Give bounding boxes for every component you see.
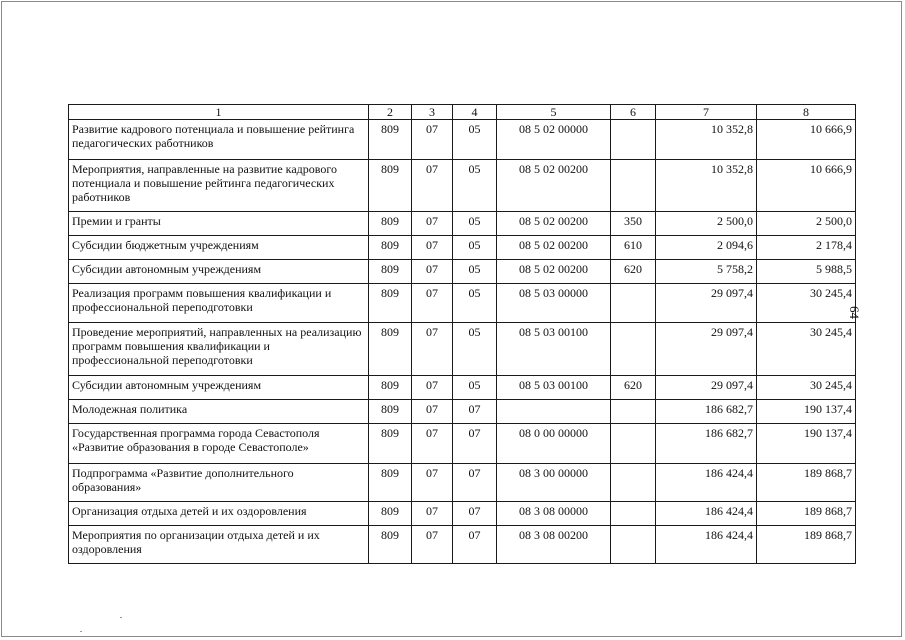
row-target-article: 08 5 03 00100 xyxy=(497,376,611,400)
row-section: 07 xyxy=(412,120,453,160)
column-header-3: 3 xyxy=(412,105,453,120)
row-amount-col7: 5 758,2 xyxy=(656,260,757,284)
row-name: Государственная программа города Севастополя «Развитие образования в городе Севастополе» xyxy=(69,424,369,464)
row-name: Мероприятия, направленные на развитие кадрового потенциала и повышение рейтинга педагогических работников xyxy=(69,160,369,212)
row-expense-type xyxy=(611,160,656,212)
row-section: 07 xyxy=(412,323,453,376)
row-name: Субсидии автономным учреждениям xyxy=(69,260,369,284)
row-name: Организация отдыха детей и их оздоровления xyxy=(69,502,369,526)
column-header-6: 6 xyxy=(611,105,656,120)
row-target-article: 08 5 02 00200 xyxy=(497,260,611,284)
row-subsection: 05 xyxy=(453,120,497,160)
row-target-article: 08 5 03 00000 xyxy=(497,284,611,323)
row-amount-col7: 2 500,0 xyxy=(656,212,757,236)
row-amount-col8: 189 868,7 xyxy=(757,502,856,526)
row-section: 07 xyxy=(412,400,453,424)
table-row xyxy=(69,502,856,526)
scan-speck xyxy=(120,617,122,618)
row-name: Реализация программ повышения квалификации и профессиональной переподготовки xyxy=(69,284,369,323)
table-row xyxy=(69,160,856,212)
row-amount-col7: 29 097,4 xyxy=(656,284,757,323)
row-expense-type xyxy=(611,424,656,464)
row-section: 07 xyxy=(412,284,453,323)
row-name: Мероприятия по организации отдыха детей и их оздоровления xyxy=(69,526,369,564)
row-amount-col8: 30 245,4 xyxy=(757,323,856,376)
row-expense-type: 620 xyxy=(611,376,656,400)
row-amount-col8: 10 666,9 xyxy=(757,120,856,160)
row-department: 809 xyxy=(369,526,412,564)
row-section: 07 xyxy=(412,526,453,564)
table-row xyxy=(69,260,856,284)
column-header-1: 1 xyxy=(69,105,369,120)
row-amount-col8: 10 666,9 xyxy=(757,160,856,212)
row-name: Подпрограмма «Развитие дополнительного образования» xyxy=(69,464,369,502)
table-row xyxy=(69,464,856,502)
row-amount-col8: 189 868,7 xyxy=(757,464,856,502)
row-target-article: 08 3 00 00000 xyxy=(497,464,611,502)
row-department: 809 xyxy=(369,323,412,376)
row-amount-col8: 190 137,4 xyxy=(757,400,856,424)
row-subsection: 07 xyxy=(453,400,497,424)
table-row xyxy=(69,400,856,424)
row-subsection: 05 xyxy=(453,236,497,260)
row-amount-col8: 5 988,5 xyxy=(757,260,856,284)
row-name: Субсидии бюджетным учреждениям xyxy=(69,236,369,260)
column-header-2: 2 xyxy=(369,105,412,120)
row-amount-col7: 186 424,4 xyxy=(656,526,757,564)
row-expense-type xyxy=(611,323,656,376)
row-subsection: 05 xyxy=(453,160,497,212)
row-name: Молодежная политика xyxy=(69,400,369,424)
row-section: 07 xyxy=(412,376,453,400)
row-subsection: 05 xyxy=(453,284,497,323)
row-section: 07 xyxy=(412,424,453,464)
row-subsection: 07 xyxy=(453,502,497,526)
column-header-8: 8 xyxy=(757,105,856,120)
row-amount-col7: 10 352,8 xyxy=(656,120,757,160)
row-department: 809 xyxy=(369,120,412,160)
table-row xyxy=(69,236,856,260)
table-header-row xyxy=(69,105,856,120)
scan-speck xyxy=(80,631,82,632)
row-subsection: 05 xyxy=(453,212,497,236)
row-section: 07 xyxy=(412,236,453,260)
row-subsection: 05 xyxy=(453,323,497,376)
row-department: 809 xyxy=(369,464,412,502)
row-target-article: 08 5 02 00200 xyxy=(497,160,611,212)
row-amount-col8: 189 868,7 xyxy=(757,526,856,564)
row-amount-col7: 10 352,8 xyxy=(656,160,757,212)
row-expense-type xyxy=(611,284,656,323)
row-amount-col7: 29 097,4 xyxy=(656,323,757,376)
row-department: 809 xyxy=(369,502,412,526)
table-row xyxy=(69,284,856,323)
row-amount-col7: 2 094,6 xyxy=(656,236,757,260)
row-expense-type xyxy=(611,502,656,526)
row-expense-type: 350 xyxy=(611,212,656,236)
row-target-article xyxy=(497,400,611,424)
row-section: 07 xyxy=(412,464,453,502)
row-target-article: 08 5 02 00000 xyxy=(497,120,611,160)
row-target-article: 08 3 08 00200 xyxy=(497,526,611,564)
budget-table xyxy=(68,104,856,564)
row-subsection: 05 xyxy=(453,260,497,284)
row-name: Субсидии автономным учреждениям xyxy=(69,376,369,400)
row-department: 809 xyxy=(369,160,412,212)
column-header-4: 4 xyxy=(453,105,497,120)
row-section: 07 xyxy=(412,212,453,236)
row-department: 809 xyxy=(369,424,412,464)
row-department: 809 xyxy=(369,284,412,323)
row-expense-type xyxy=(611,120,656,160)
row-target-article: 08 0 00 00000 xyxy=(497,424,611,464)
row-department: 809 xyxy=(369,236,412,260)
column-header-7: 7 xyxy=(656,105,757,120)
row-department: 809 xyxy=(369,260,412,284)
row-amount-col7: 186 682,7 xyxy=(656,424,757,464)
column-header-5: 5 xyxy=(497,105,611,120)
row-subsection: 07 xyxy=(453,464,497,502)
row-subsection: 07 xyxy=(453,526,497,564)
row-target-article: 08 5 03 00100 xyxy=(497,323,611,376)
row-name: Развитие кадрового потенциала и повышение рейтинга педагогических работников xyxy=(69,120,369,160)
row-target-article: 08 5 02 00200 xyxy=(497,236,611,260)
row-amount-col7: 186 682,7 xyxy=(656,400,757,424)
table-row xyxy=(69,424,856,464)
row-amount-col8: 30 245,4 xyxy=(757,284,856,323)
row-target-article: 08 5 02 00200 xyxy=(497,212,611,236)
row-amount-col7: 186 424,4 xyxy=(656,464,757,502)
row-section: 07 xyxy=(412,260,453,284)
page-number: 64 xyxy=(847,306,862,319)
table-row xyxy=(69,323,856,376)
row-amount-col8: 190 137,4 xyxy=(757,424,856,464)
row-department: 809 xyxy=(369,400,412,424)
row-target-article: 08 3 08 00000 xyxy=(497,502,611,526)
row-expense-type xyxy=(611,400,656,424)
row-amount-col8: 2 500,0 xyxy=(757,212,856,236)
row-amount-col8: 2 178,4 xyxy=(757,236,856,260)
row-expense-type: 620 xyxy=(611,260,656,284)
row-department: 809 xyxy=(369,212,412,236)
row-expense-type xyxy=(611,526,656,564)
row-section: 07 xyxy=(412,502,453,526)
row-amount-col7: 186 424,4 xyxy=(656,502,757,526)
row-name: Премии и гранты xyxy=(69,212,369,236)
row-subsection: 05 xyxy=(453,376,497,400)
row-name: Проведение мероприятий, направленных на реализацию программ повышения квалификации и профессиональной переподготовки xyxy=(69,323,369,376)
table-row xyxy=(69,526,856,564)
row-department: 809 xyxy=(369,376,412,400)
row-subsection: 07 xyxy=(453,424,497,464)
table-row xyxy=(69,212,856,236)
row-expense-type xyxy=(611,464,656,502)
table-row xyxy=(69,120,856,160)
row-expense-type: 610 xyxy=(611,236,656,260)
row-section: 07 xyxy=(412,160,453,212)
row-amount-col7: 29 097,4 xyxy=(656,376,757,400)
table-row xyxy=(69,376,856,400)
row-amount-col8: 30 245,4 xyxy=(757,376,856,400)
